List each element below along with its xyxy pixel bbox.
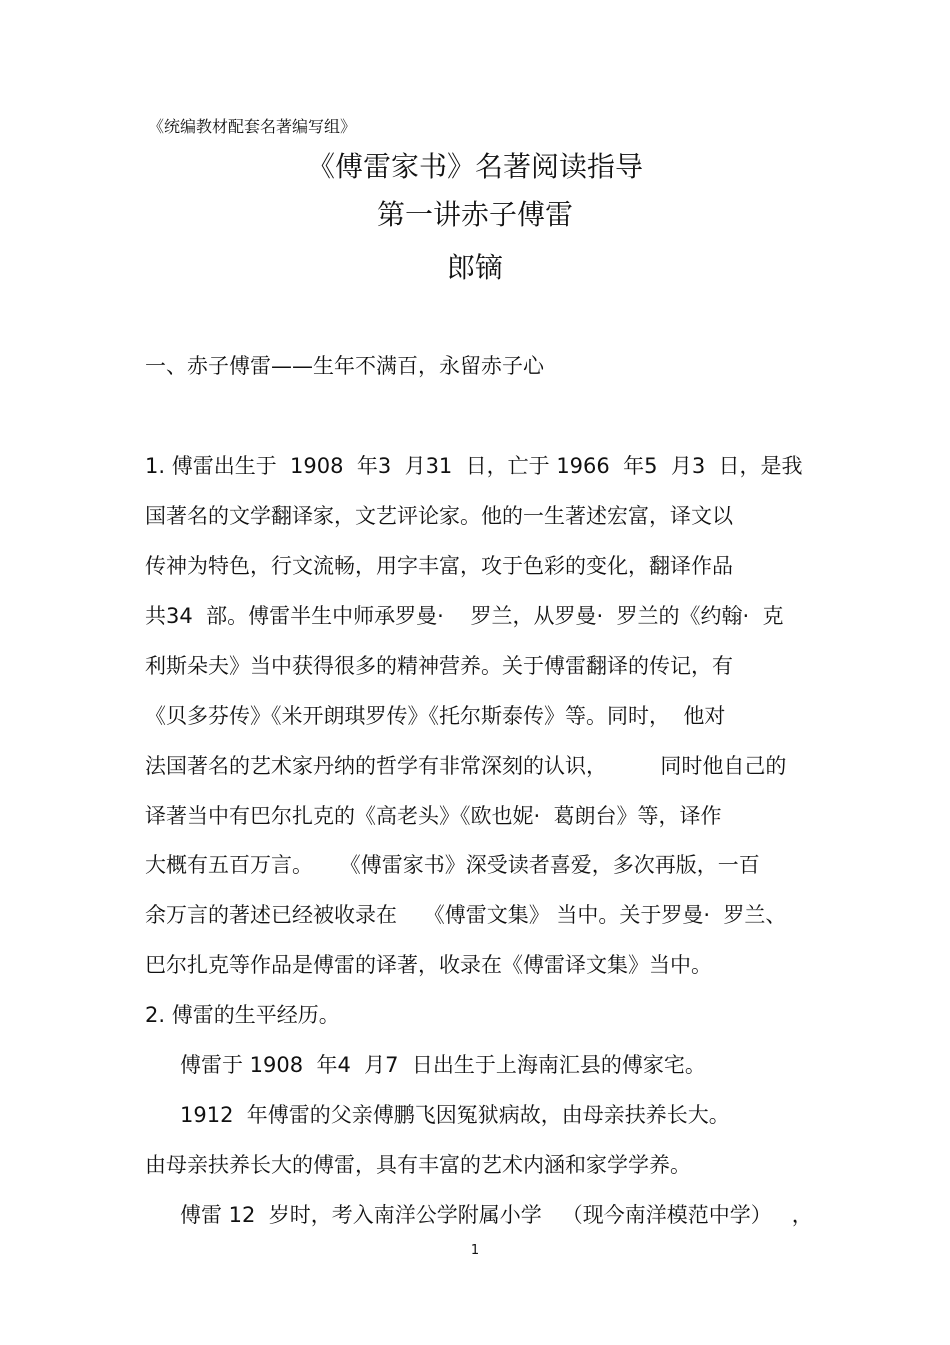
paragraph-line: 译著当中有巴尔扎克的《高老头》《欧也妮· 葛朗台》等，译作 [145,804,722,828]
paragraph-line: 国著名的文学翻译家，文艺评论家。他的一生著述宏富，译文以 [145,504,733,528]
paragraph-line: 1. 傅雷出生于 1908 年3 月31 日，亡于 1966 年5 月3 日，是我 [145,454,803,478]
paragraph-line: 利斯朵夫》当中获得很多的精神营养。关于傅雷翻译的传记，有 [145,654,733,678]
paragraph-line: 傅雷 12 岁时，考入南洋公学附属小学 （现今南洋模范中学） ， [180,1203,813,1227]
paragraph-line: 余万言的著述已经被收录在 《傅雷文集》 当中。关于罗曼· 罗兰、 [145,903,787,927]
paragraph-line: 傅雷于 1908 年4 月7 日出生于上海南汇县的傅家宅。 [180,1053,706,1077]
series-note: 《统编教材配套名著编写组》 [148,117,357,136]
document-title: 《傅雷家书》名著阅读指导 [306,150,643,183]
subsection-heading: 2. 傅雷的生平经历。 [145,1003,340,1027]
author-name: 郎镝 [446,251,503,284]
page-number: 1 [470,1243,480,1258]
section-heading: 一、赤子傅雷——生年不满百，永留赤子心 [145,354,544,378]
paragraph-line: 由母亲扶养长大的傅雷，具有丰富的艺术内涵和家学学养。 [145,1153,691,1177]
paragraph-line: 传神为特色，行文流畅，用字丰富，攻于色彩的变化，翻译作品 [145,554,733,578]
paragraph-line: 1912 年傅雷的父亲傅鹏飞因冤狱病故，由母亲扶养长大。 [180,1103,730,1127]
paragraph-line: 巴尔扎克等作品是傅雷的译著，收录在《傅雷译文集》当中。 [145,953,712,977]
paragraph-line: 《贝多芬传》《米开朗琪罗传》《托尔斯泰传》等。同时， 他对 [145,704,726,728]
paragraph-line: 共34 部。傅雷半生中师承罗曼· 罗兰，从罗曼· 罗兰的《约翰· 克 [145,604,784,628]
paragraph-line: 法国著名的艺术家丹纳的哲学有非常深刻的认识， 同时他自己的 [145,754,787,778]
paragraph-line: 大概有五百万言。 《傅雷家书》深受读者喜爱，多次再版，一百 [145,853,760,877]
lecture-title: 第一讲赤子傅雷 [376,198,573,231]
